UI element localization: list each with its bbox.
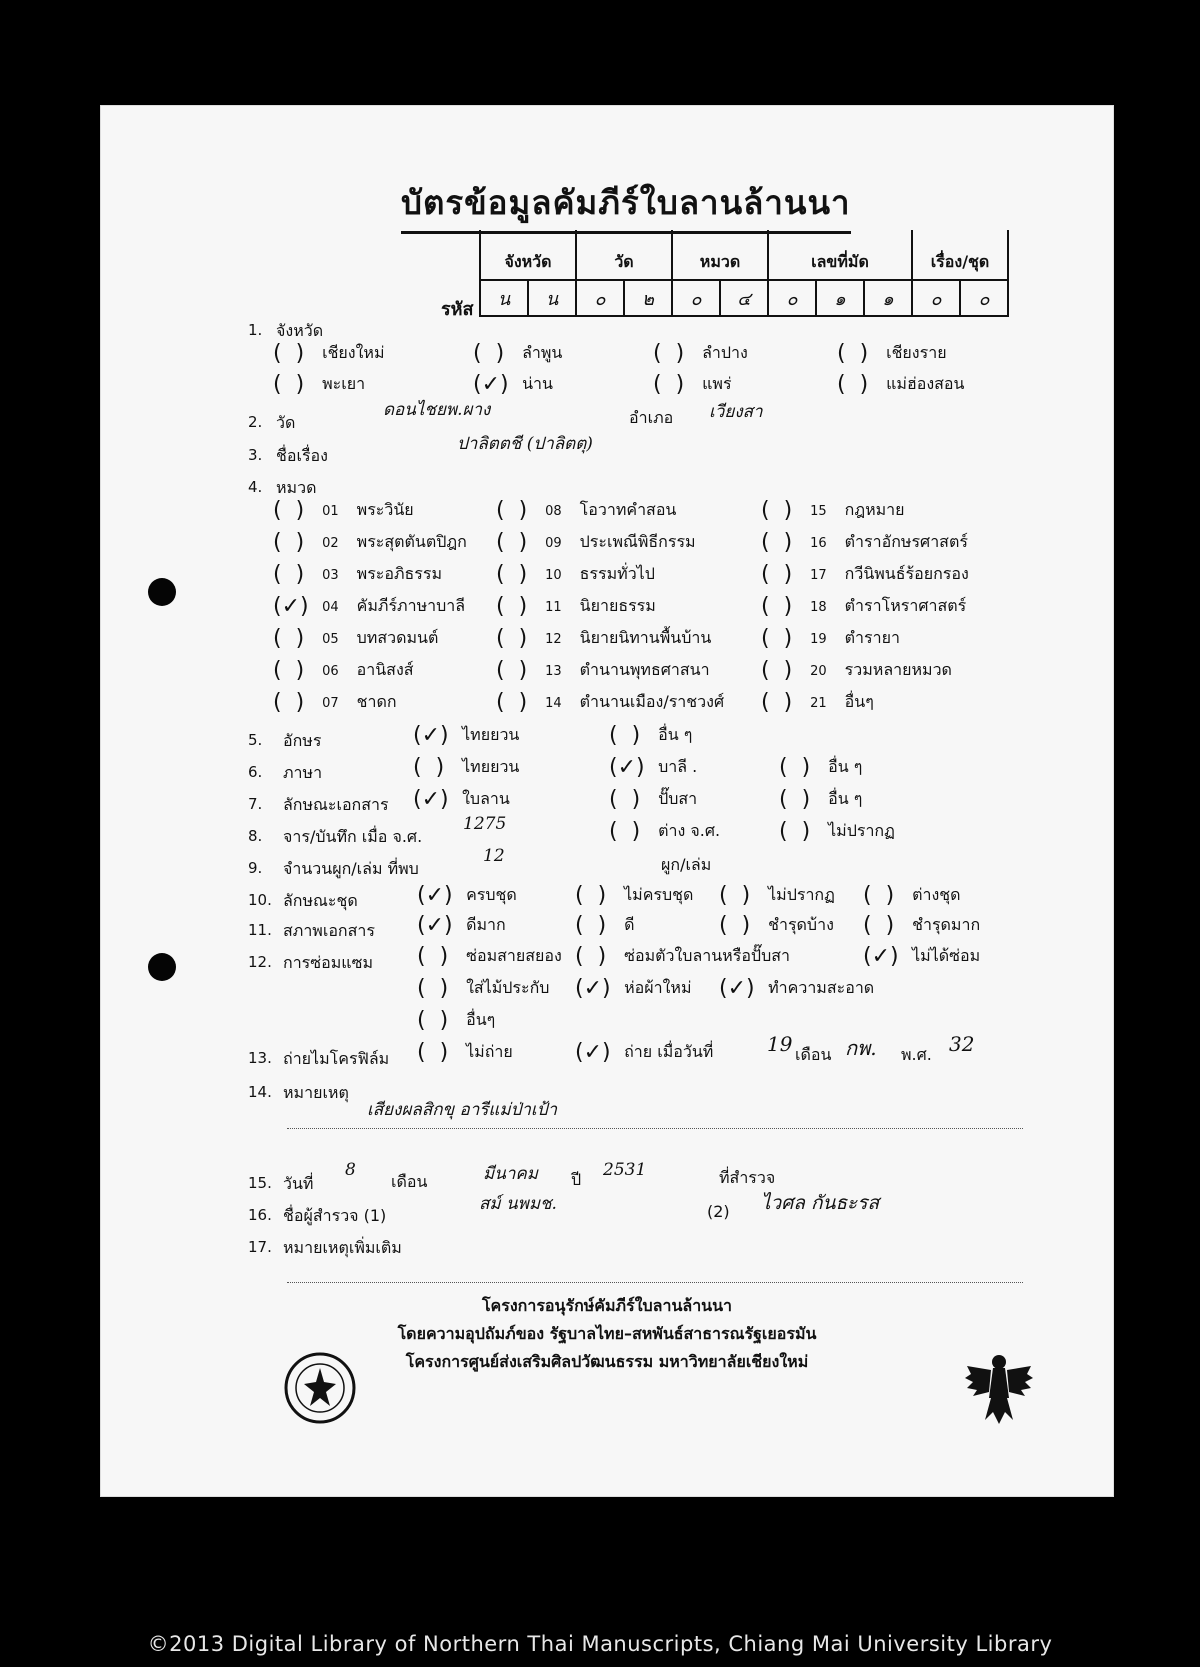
survey-card	[100, 105, 1114, 1497]
code-digit: ๑	[864, 280, 912, 316]
story-label: ชื่อเรื่อง	[276, 446, 328, 465]
repair-option[interactable]: () ซ่อมตัวใบลานหรือปั๊บสา	[575, 944, 790, 969]
surveyor-name-1[interactable]: สม์ นพมช.	[479, 1194, 557, 1214]
province-option[interactable]: (✓) น่าน	[473, 372, 553, 397]
count-label: จำนวนผูก/เล่ม ที่พบ	[283, 859, 419, 878]
extra-note-label: หมายเหตุเพิ่มเติม	[283, 1238, 402, 1257]
microfilm-year[interactable]: 32	[949, 1032, 975, 1056]
code-header-temple: วัด	[576, 230, 672, 280]
district-label: อำเภอ	[629, 408, 674, 427]
survey-date-label: วันที่	[283, 1174, 314, 1193]
category-option[interactable]: () 20 รวมหลายหมวด	[761, 658, 952, 683]
doc-type-option[interactable]: () ปั๊บสา	[609, 787, 698, 812]
repair-option[interactable]: () ซ่อมสายสยอง	[417, 944, 562, 969]
language-label: ภาษา	[283, 763, 323, 782]
microfilm-option[interactable]: () ไม่ถ่าย	[417, 1040, 513, 1065]
record-option[interactable]: () ต่าง จ.ศ.	[609, 819, 721, 844]
survey-day[interactable]: 8	[345, 1160, 356, 1180]
script-label: อักษร	[283, 731, 322, 750]
checkbox: ()	[273, 372, 319, 397]
record-option[interactable]: () ไม่ปรากฏ	[779, 819, 895, 844]
set-option[interactable]: () ไม่ปรากฏ	[719, 883, 835, 908]
doc-type-option[interactable]: () อื่น ๆ	[779, 787, 863, 812]
repair-option[interactable]: (✓) ทำความสะอาด	[719, 976, 875, 1001]
checkbox: (✓)	[473, 372, 509, 397]
microfilm-year-label: พ.ศ.	[901, 1045, 932, 1064]
category-label: หมวด	[276, 478, 317, 497]
count-unit: ผูก/เล่ม	[661, 855, 712, 874]
item-number: 4.	[248, 478, 263, 496]
item-number: 5.	[248, 731, 263, 749]
survey-month[interactable]: มีนาคม	[483, 1164, 538, 1184]
category-option[interactable]: () 12 นิยายนิทานพื้นบ้าน	[496, 626, 712, 651]
surveyor-name-2[interactable]: ไวศล กันธะรส	[761, 1192, 880, 1214]
item-number: 7.	[248, 795, 263, 813]
code-digit: ๐	[960, 280, 1008, 316]
footer-line-2: โดยความอุปถัมภ์ของ รัฐบาลไทย–สหพันธ์สาธารณรัฐเยอรมัน	[397, 1324, 817, 1343]
script-option[interactable]: (✓) ไทยยวน	[413, 723, 520, 748]
record-year-value[interactable]: 1275	[463, 814, 507, 834]
microfilm-day[interactable]: 19	[767, 1032, 793, 1056]
item-number: 2.	[248, 413, 263, 431]
code-digit: ๐	[672, 280, 720, 316]
microfilm-month[interactable]: กพ.	[845, 1036, 877, 1060]
province-option[interactable]: () แม่ฮ่องสอน	[837, 372, 965, 397]
survey-suffix: ที่สำรวจ	[719, 1168, 776, 1187]
repair-option[interactable]: () อื่นๆ	[417, 1008, 496, 1033]
repair-option[interactable]: (✓) ห่อผ้าใหม่	[575, 976, 692, 1001]
record-label: จาร/บันทึก เมื่อ จ.ศ.	[283, 827, 423, 846]
set-option[interactable]: () ต่างชุด	[863, 883, 961, 908]
punch-hole	[148, 953, 176, 981]
province-label: จังหวัด	[276, 321, 324, 340]
item-number: 17.	[248, 1238, 272, 1256]
microfilm-label: ถ่ายไมโครฟิล์ม	[283, 1049, 390, 1068]
item-number: 8.	[248, 827, 263, 845]
category-option[interactable]: () 16 ตำราอักษรศาสตร์	[761, 530, 968, 555]
microfilm-month-label: เดือน	[795, 1045, 832, 1064]
item-number: 11.	[248, 921, 272, 939]
surveyor-label: ชื่อผู้สำรวจ (1)	[283, 1206, 387, 1225]
set-label: ลักษณะชุด	[283, 891, 358, 910]
category-option[interactable]: () 06 อานิสงส์	[273, 658, 414, 683]
item-number: 1.	[248, 321, 263, 339]
category-option[interactable]: () 18 ตำราโหราศาสตร์	[761, 594, 967, 619]
category-option[interactable]: () 08 โอวาทคำสอน	[496, 498, 677, 523]
survey-year[interactable]: 2531	[603, 1160, 647, 1180]
code-header-category: หมวด	[672, 230, 768, 280]
province-option[interactable]: () เชียงราย	[837, 341, 947, 366]
condition-label: สภาพเอกสาร	[283, 921, 375, 940]
province-option[interactable]: () ลำปาง	[653, 341, 748, 366]
item-number: 10.	[248, 891, 272, 909]
language-option[interactable]: (✓) บาลี .	[609, 755, 698, 780]
code-header-province: จังหวัด	[480, 230, 576, 280]
microfilm-option[interactable]: (✓) ถ่าย เมื่อวันที่	[575, 1040, 714, 1065]
university-seal-icon	[284, 1352, 356, 1424]
checkbox: ()	[273, 341, 319, 366]
extra-note-dotted-line	[287, 1282, 1023, 1283]
item-number: 3.	[248, 446, 263, 464]
category-option[interactable]: () 10 ธรรมทั่วไป	[496, 562, 655, 587]
condition-option[interactable]: () ชำรุดบ้าง	[719, 913, 834, 938]
district-value[interactable]: เวียงสา	[709, 402, 763, 422]
code-digit: ๑	[816, 280, 864, 316]
doc-type-label: ลักษณะเอกสาร	[283, 795, 389, 814]
language-option[interactable]: () ไทยยวน	[413, 755, 520, 780]
temple-label: วัด	[276, 413, 296, 432]
category-option[interactable]: () 14 ตำนานเมือง/ราชวงศ์	[496, 690, 725, 715]
category-option[interactable]: () 13 ตำนานพุทธศาสนา	[496, 658, 710, 683]
category-option[interactable]: () 15 กฎหมาย	[761, 498, 905, 523]
category-option[interactable]: () 07 ชาดก	[273, 690, 397, 715]
category-option[interactable]: () 02 พระสุตตันตปิฎก	[273, 530, 467, 555]
category-option[interactable]: () 19 ตำรายา	[761, 626, 900, 651]
german-eagle-icon	[963, 1350, 1035, 1426]
code-digit: ๐	[576, 280, 624, 316]
checkbox: ()	[837, 372, 883, 397]
note-dotted-line	[287, 1128, 1023, 1129]
code-digit: น	[480, 280, 528, 316]
code-digit: ๒	[624, 280, 672, 316]
code-table	[479, 230, 1009, 317]
item-number: 16.	[248, 1206, 272, 1224]
category-option[interactable]: (✓) 04 คัมภีร์ภาษาบาลี	[273, 594, 466, 619]
code-digit: ๐	[912, 280, 960, 316]
category-option[interactable]: () 05 บทสวดมนต์	[273, 626, 439, 651]
condition-option[interactable]: () ชำรุดมาก	[863, 913, 981, 938]
code-digit: ๐	[768, 280, 816, 316]
checkbox: ()	[653, 372, 699, 397]
code-label: รหัส	[441, 299, 474, 320]
item-number: 12.	[248, 953, 272, 971]
punch-hole	[148, 578, 176, 606]
count-value[interactable]: 12	[483, 846, 505, 866]
province-option[interactable]: () พะเยา	[273, 372, 366, 397]
province-option[interactable]: () แพร่	[653, 372, 732, 397]
code-header-bundle: เลขที่มัด	[768, 230, 912, 280]
repair-label: การซ่อมแซม	[283, 953, 373, 972]
repair-option[interactable]: (✓) ไม่ได้ซ่อม	[863, 944, 981, 969]
script-option[interactable]: () อื่น ๆ	[609, 723, 693, 748]
item-number: 14.	[248, 1083, 272, 1101]
footer-line-3: โครงการศูนย์ส่งเสริมศิลปวัฒนธรรม มหาวิทยาลัยเชียงใหม่	[405, 1352, 809, 1371]
checkbox: ()	[653, 341, 699, 366]
category-option[interactable]: () 03 พระอภิธรรม	[273, 562, 443, 587]
survey-year-label: ปี	[571, 1170, 582, 1189]
surveyor-label-2: (2)	[707, 1202, 730, 1221]
copyright-text: ©2013 Digital Library of Northern Thai Manuscripts, Chiang Mai University Library	[147, 1632, 1053, 1656]
item-number: 15.	[248, 1174, 272, 1192]
category-option[interactable]: () 01 พระวินัย	[273, 498, 414, 523]
repair-option[interactable]: () ใส่ไม้ประกับ	[417, 976, 550, 1001]
code-header-story: เรื่อง/ชุด	[912, 230, 1008, 280]
form-title: บัตรข้อมูลคัมภีร์ใบลานล้านนา	[401, 176, 851, 234]
category-option[interactable]: () 21 อื่นๆ	[761, 690, 874, 715]
note-label: หมายเหตุ	[283, 1083, 349, 1102]
language-option[interactable]: () อื่น ๆ	[779, 755, 863, 780]
temple-value[interactable]: ดอนไชยพ.ผาง	[383, 400, 491, 420]
code-digit: น	[528, 280, 576, 316]
item-number: 9.	[248, 859, 263, 877]
note-value[interactable]: เสียงผลสิกขุ อารีแม่ป่าเป้า	[367, 1100, 558, 1120]
province-option[interactable]: () ลำพูน	[473, 341, 563, 366]
doc-type-option[interactable]: (✓) ใบลาน	[413, 787, 510, 812]
set-option[interactable]: () ไม่ครบชุด	[575, 883, 694, 908]
code-digit: ๔	[720, 280, 768, 316]
condition-option[interactable]: () ดี	[575, 913, 635, 938]
item-number: 6.	[248, 763, 263, 781]
checkbox: ()	[473, 341, 519, 366]
story-value[interactable]: ปาลิตตชี (ปาลิตตุ)	[457, 434, 593, 454]
category-option[interactable]: () 09 ประเพณีพิธีกรรม	[496, 530, 696, 555]
set-option[interactable]: (✓) ครบชุด	[417, 883, 517, 908]
checkbox: ()	[837, 341, 883, 366]
province-option[interactable]: () เชียงใหม่	[273, 341, 385, 366]
survey-month-label: เดือน	[391, 1172, 428, 1191]
item-number: 13.	[248, 1049, 272, 1067]
category-option[interactable]: () 11 นิยายธรรม	[496, 594, 656, 619]
category-option[interactable]: () 17 กวีนิพนธ์ร้อยกรอง	[761, 562, 969, 587]
condition-option[interactable]: (✓) ดีมาก	[417, 913, 506, 938]
footer-line-1: โครงการอนุรักษ์คัมภีร์ใบลานล้านนา	[481, 1296, 733, 1315]
